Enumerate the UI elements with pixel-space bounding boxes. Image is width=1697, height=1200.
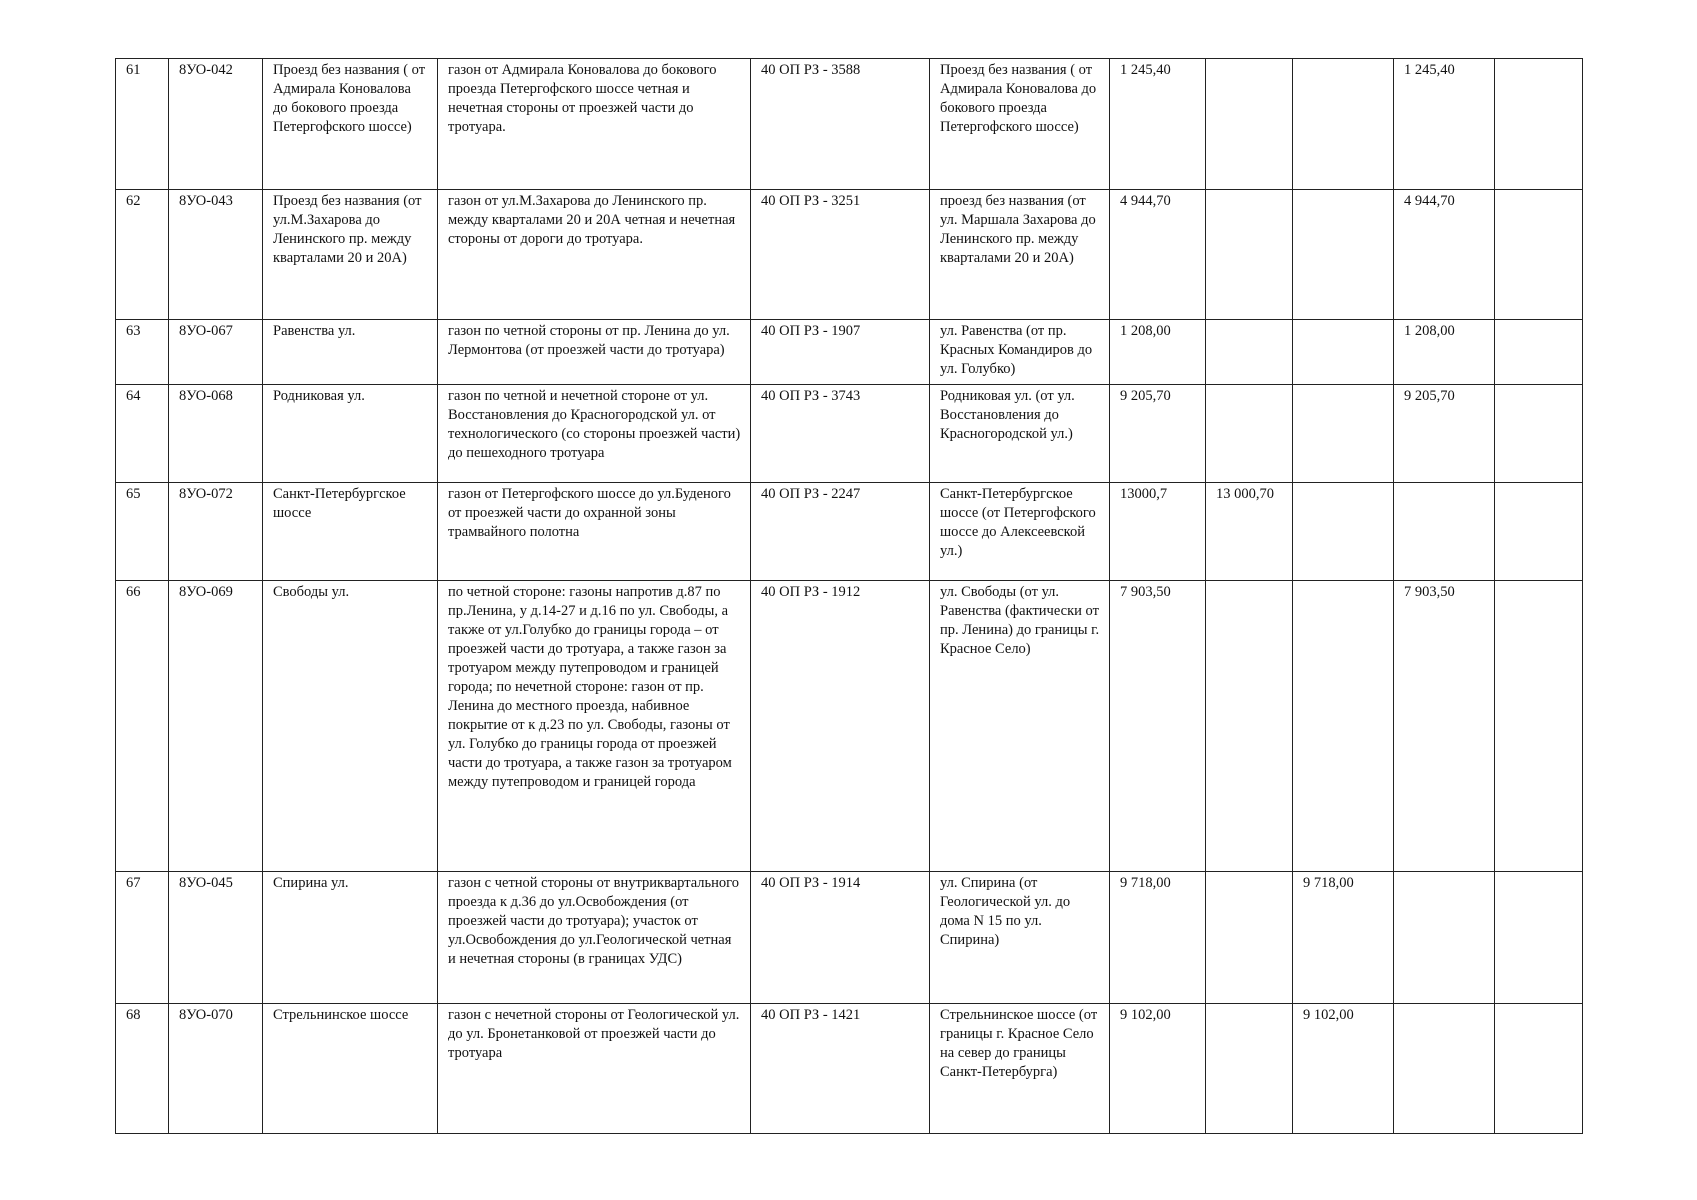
area-col-9: 9 718,00: [1293, 872, 1394, 1004]
road-id: 40 ОП РЗ - 3251: [751, 190, 930, 320]
row-number: 68: [116, 1004, 169, 1134]
object-name: Санкт-Петербургское шоссе: [263, 483, 438, 581]
road-name: Санкт-Петербургское шоссе (от Петергофского шоссе до Алексеевской ул.): [930, 483, 1110, 581]
road-name: ул. Свободы (от ул. Равенства (фактически от пр. Ленина) до границы г. Красное Село): [930, 581, 1110, 872]
object-code: 8УО-042: [169, 59, 263, 190]
area-col-9: [1293, 483, 1394, 581]
area-col-9: [1293, 190, 1394, 320]
area-col-10: [1394, 1004, 1495, 1134]
object-code: 8УО-070: [169, 1004, 263, 1134]
area-col-11: [1495, 385, 1583, 483]
table-row: [116, 385, 1583, 483]
area-col-8: [1206, 1004, 1293, 1134]
area-col-10: 7 903,50: [1394, 581, 1495, 872]
road-id: 40 ОП РЗ - 3743: [751, 385, 930, 483]
object-name: Равенства ул.: [263, 320, 438, 385]
area-col-11: [1495, 872, 1583, 1004]
road-id: 40 ОП РЗ - 1907: [751, 320, 930, 385]
area-total: 9 102,00: [1110, 1004, 1206, 1134]
area-col-10: 9 205,70: [1394, 385, 1495, 483]
object-description: газон от Петергофского шоссе до ул.Буденого от проезжей части до охранной зоны трамвайного полотна: [438, 483, 751, 581]
area-col-9: 9 102,00: [1293, 1004, 1394, 1134]
area-col-9: [1293, 320, 1394, 385]
area-col-10: [1394, 872, 1495, 1004]
object-code: 8УО-068: [169, 385, 263, 483]
area-col-8: [1206, 385, 1293, 483]
table-row: [116, 1004, 1583, 1134]
road-name: Стрельнинское шоссе (от границы г. Красное Село на север до границы Санкт-Петербурга): [930, 1004, 1110, 1134]
road-name: ул. Спирина (от Геологической ул. до дома N 15 по ул. Спирина): [930, 872, 1110, 1004]
object-name: Свободы ул.: [263, 581, 438, 872]
area-col-11: [1495, 1004, 1583, 1134]
row-number: 66: [116, 581, 169, 872]
road-id: 40 ОП РЗ - 1912: [751, 581, 930, 872]
area-total: 4 944,70: [1110, 190, 1206, 320]
table-row: [116, 872, 1583, 1004]
row-number: 67: [116, 872, 169, 1004]
area-total: 7 903,50: [1110, 581, 1206, 872]
object-description: по четной стороне: газоны напротив д.87 по пр.Ленина, у д.14-27 и д.16 по ул. Свободы, а также от ул.Голубко до границы города – от проезжей части до тротуара, а также газон за тротуаром между путепроводом и границей города; по нечетной стороне: газон от пр. Ленина до местного проезда, набивное покрытие от к д.23 по ул. Свободы, газоны от ул. Голубко до границы города от проезжей части до тротуара, а также газон за тротуаром между путепроводом и границей города: [438, 581, 751, 872]
area-col-8: [1206, 872, 1293, 1004]
object-code: 8УО-067: [169, 320, 263, 385]
object-description: газон по четной стороны от пр. Ленина до ул. Лермонтова (от проезжей части до тротуара): [438, 320, 751, 385]
object-name: Родниковая ул.: [263, 385, 438, 483]
table-row: [116, 190, 1583, 320]
row-number: 61: [116, 59, 169, 190]
area-col-9: [1293, 581, 1394, 872]
area-col-8: [1206, 190, 1293, 320]
row-number: 65: [116, 483, 169, 581]
area-col-10: [1394, 483, 1495, 581]
object-code: 8УО-072: [169, 483, 263, 581]
object-description: газон от ул.М.Захарова до Ленинского пр. между кварталами 20 и 20А четная и нечетная стороны от дороги до тротуара.: [438, 190, 751, 320]
area-total: 13000,7: [1110, 483, 1206, 581]
road-name: Проезд без названия ( от Адмирала Коновалова до бокового проезда Петергофского шоссе): [930, 59, 1110, 190]
area-total: 9 718,00: [1110, 872, 1206, 1004]
row-number: 62: [116, 190, 169, 320]
area-col-10: 4 944,70: [1394, 190, 1495, 320]
table-row: [116, 320, 1583, 385]
area-col-8: [1206, 581, 1293, 872]
object-description: газон от Адмирала Коновалова до бокового проезда Петергофского шоссе четная и нечетная стороны от проезжей части до тротуара.: [438, 59, 751, 190]
object-description: газон по четной и нечетной стороне от ул. Восстановления до Красногородской ул. от технологического (со стороны проезжей части) до пешеходного тротуара: [438, 385, 751, 483]
area-col-11: [1495, 581, 1583, 872]
table-row: [116, 59, 1583, 190]
area-col-9: [1293, 59, 1394, 190]
object-name: Проезд без названия (от ул.М.Захарова до Ленинского пр. между кварталами 20 и 20А): [263, 190, 438, 320]
area-total: 1 208,00: [1110, 320, 1206, 385]
object-code: 8УО-043: [169, 190, 263, 320]
object-name: Спирина ул.: [263, 872, 438, 1004]
road-id: 40 ОП РЗ - 1421: [751, 1004, 930, 1134]
area-col-11: [1495, 483, 1583, 581]
area-col-8: [1206, 59, 1293, 190]
registry-table: [115, 58, 1583, 1134]
area-total: 1 245,40: [1110, 59, 1206, 190]
object-code: 8УО-045: [169, 872, 263, 1004]
area-col-10: 1 245,40: [1394, 59, 1495, 190]
object-name: Стрельнинское шоссе: [263, 1004, 438, 1134]
area-col-11: [1495, 190, 1583, 320]
table-row: [116, 581, 1583, 872]
road-id: 40 ОП РЗ - 3588: [751, 59, 930, 190]
road-id: 40 ОП РЗ - 1914: [751, 872, 930, 1004]
area-col-9: [1293, 385, 1394, 483]
table-row: [116, 483, 1583, 581]
road-id: 40 ОП РЗ - 2247: [751, 483, 930, 581]
object-description: газон с четной стороны от внутриквартального проезда к д.36 до ул.Освобождения (от проезжей части до тротуара); участок от ул.Освобождения до ул.Геологической четная и нечетная стороны (в границах УДС): [438, 872, 751, 1004]
area-col-8: 13 000,70: [1206, 483, 1293, 581]
object-name: Проезд без названия ( от Адмирала Коновалова до бокового проезда Петергофского шоссе): [263, 59, 438, 190]
area-col-8: [1206, 320, 1293, 385]
row-number: 63: [116, 320, 169, 385]
area-col-11: [1495, 320, 1583, 385]
row-number: 64: [116, 385, 169, 483]
object-code: 8УО-069: [169, 581, 263, 872]
road-name: ул. Равенства (от пр. Красных Командиров до ул. Голубко): [930, 320, 1110, 385]
area-col-11: [1495, 59, 1583, 190]
object-description: газон с нечетной стороны от Геологической ул. до ул. Бронетанковой от проезжей части до тротуара: [438, 1004, 751, 1134]
road-name: Родниковая ул. (от ул. Восстановления до Красногородской ул.): [930, 385, 1110, 483]
area-total: 9 205,70: [1110, 385, 1206, 483]
area-col-10: 1 208,00: [1394, 320, 1495, 385]
road-name: проезд без названия (от ул. Маршала Захарова до Ленинского пр. между кварталами 20 и 20А): [930, 190, 1110, 320]
